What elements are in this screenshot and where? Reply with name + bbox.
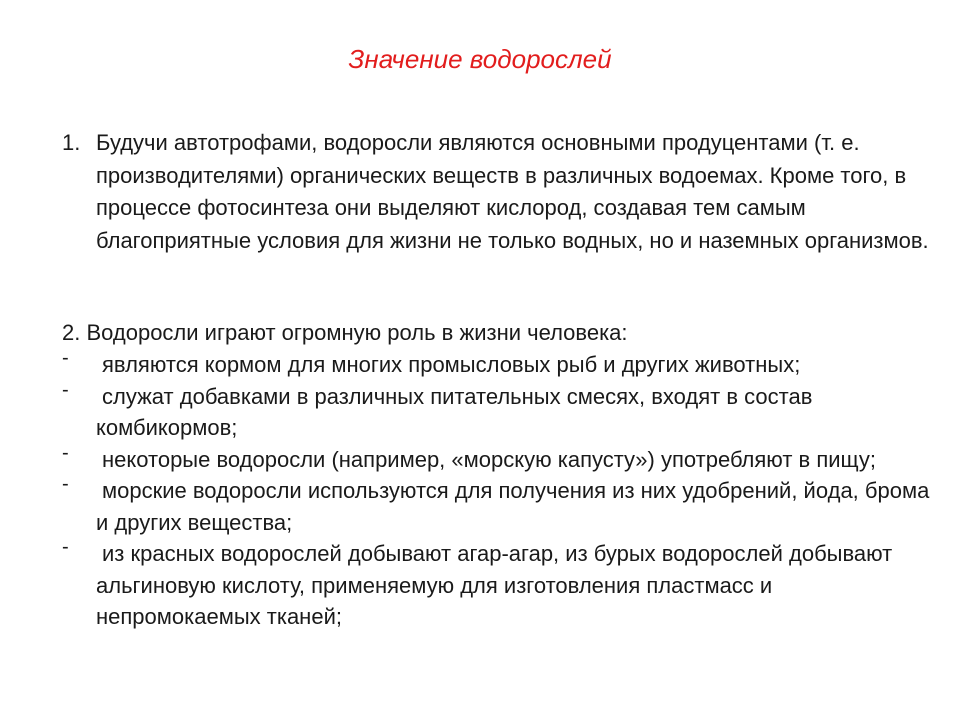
list-item-text: морские водоросли используются для получения из них удобрений, йода, брома и других вещества; bbox=[96, 478, 930, 535]
paragraph-1 bbox=[62, 127, 932, 257]
list-item bbox=[62, 349, 932, 381]
list-item bbox=[62, 378, 932, 444]
paragraph-2-heading: 2. Водоросли играют огромную роль в жизни человека: bbox=[62, 320, 628, 345]
list-item-text: служат добавками в различных питательных смесях, входят в состав комбикормов; bbox=[96, 383, 813, 440]
paragraph-1-text: Будучи автотрофами, водоросли являются основными продуцентами (т. е. производителями) органических веществ в различных водоемах. Кроме того, в процессе фотосинтеза они выделяют кислород, создавая тем самым благоприятные условия для жизни не только водных, но и наземных организмов. bbox=[96, 130, 929, 253]
list-item bbox=[62, 441, 932, 476]
list-item bbox=[62, 538, 932, 633]
slide-title: Значение водорослей bbox=[348, 44, 612, 74]
bullet-list bbox=[62, 349, 932, 633]
bullet-dash: - bbox=[62, 536, 69, 558]
bullet-dash: - bbox=[62, 378, 69, 401]
list-item-text: некоторые водоросли (например, «морскую капусту») употребляют в пищу; bbox=[102, 446, 876, 472]
bullet-dash: - bbox=[62, 347, 69, 369]
list-item-text: из красных водорослей добывают агар-агар, из бурых водорослей добывают альгиновую кислоту, применяемую для изготовления пластмасс и непромокаемых тканей; bbox=[96, 541, 893, 629]
list-item bbox=[62, 475, 932, 538]
paragraph-1-number: 1. bbox=[62, 130, 81, 155]
bullet-dash: - bbox=[62, 473, 69, 495]
bullet-dash: - bbox=[62, 441, 69, 464]
list-item-text: являются кормом для многих промысловых рыб и других животных; bbox=[102, 352, 801, 377]
